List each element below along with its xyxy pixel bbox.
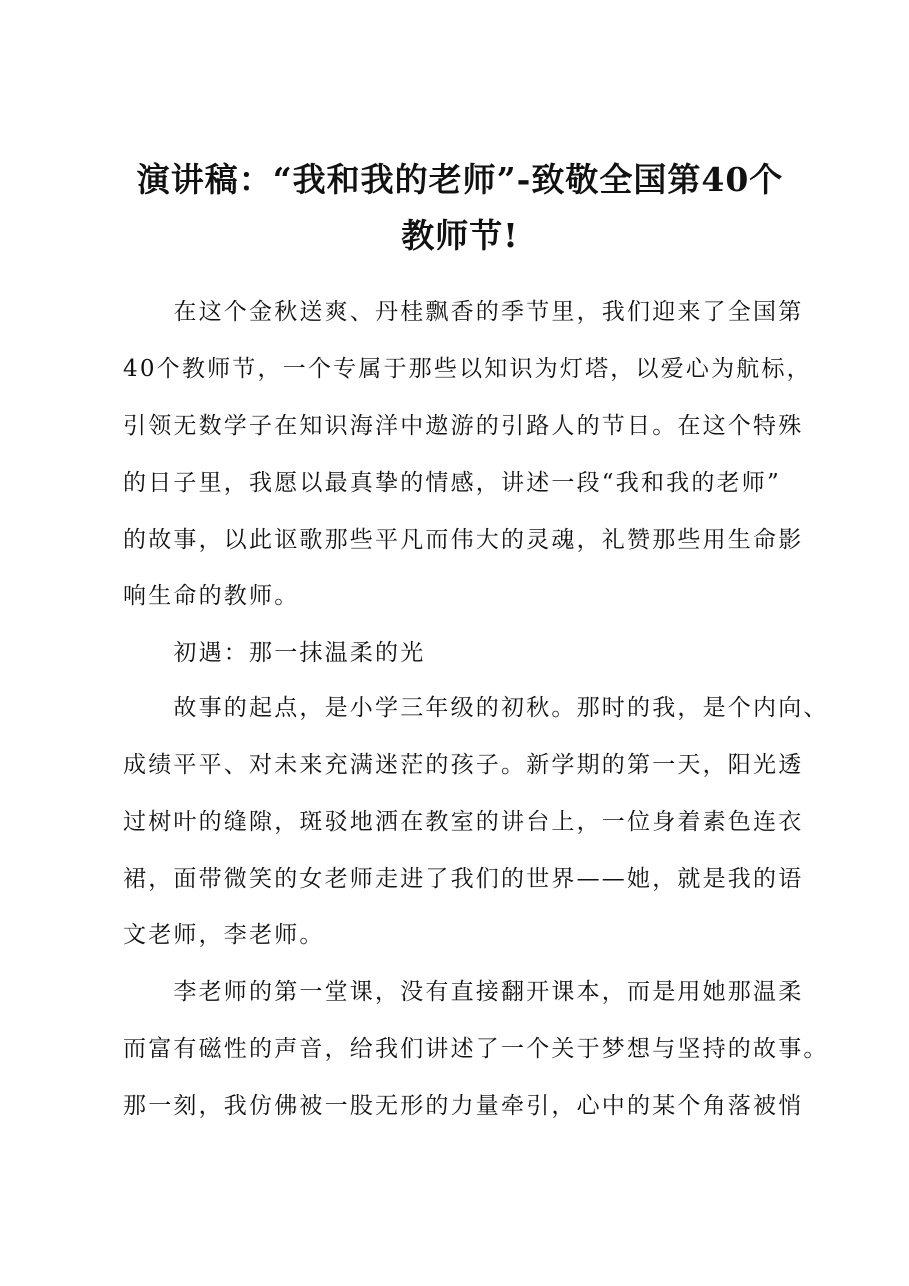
body-line: 而富有磁性的声音，给我们讲述了一个关于梦想与坚持的故事。 xyxy=(123,1036,829,1062)
body-line: 响生命的教师。 xyxy=(123,583,300,609)
section-heading: 初遇：那一抹温柔的光 xyxy=(123,640,426,666)
body-line: 成绩平平、对未来充满迷茫的孩子。新学期的第一天，阳光透 xyxy=(123,752,804,778)
body-line: 故事的起点，是小学三年级的初秋。那时的我，是个内向、 xyxy=(123,695,829,721)
body-line: 的故事，以此讴歌那些平凡而伟大的灵魂，礼赞那些用生命影 xyxy=(123,527,804,553)
body-line: 过树叶的缝隙，斑驳地洒在教室的讲台上，一位身着素色连衣 xyxy=(123,809,804,835)
body-line: 那一刻，我仿佛被一股无形的力量牵引，心中的某个角落被悄 xyxy=(123,1093,804,1119)
title-line-1: 演讲稿：“我和我的老师”-致敬全国第40个 xyxy=(136,160,784,199)
body-line: 裙，面带微笑的女老师走进了我们的世界——她，就是我的语 xyxy=(123,866,804,892)
body-line: 文老师，李老师。 xyxy=(123,922,325,948)
body-line: 40个教师节，一个专属于那些以知识为灯塔，以爱心为航标， xyxy=(123,356,812,382)
title-line-2: 教师节! xyxy=(401,216,519,255)
body-line: 的日子里，我愿以最真挚的情感，讲述一段“我和我的老师” xyxy=(123,470,781,496)
document-title xyxy=(110,152,810,264)
body-line: 引领无数学子在知识海洋中遨游的引路人的节日。在这个特殊 xyxy=(123,413,804,439)
body-line: 在这个金秋送爽、丹桂飘香的季节里，我们迎来了全国第 xyxy=(123,299,804,325)
body-line: 李老师的第一堂课，没有直接翻开课本，而是用她那温柔 xyxy=(123,979,804,1005)
